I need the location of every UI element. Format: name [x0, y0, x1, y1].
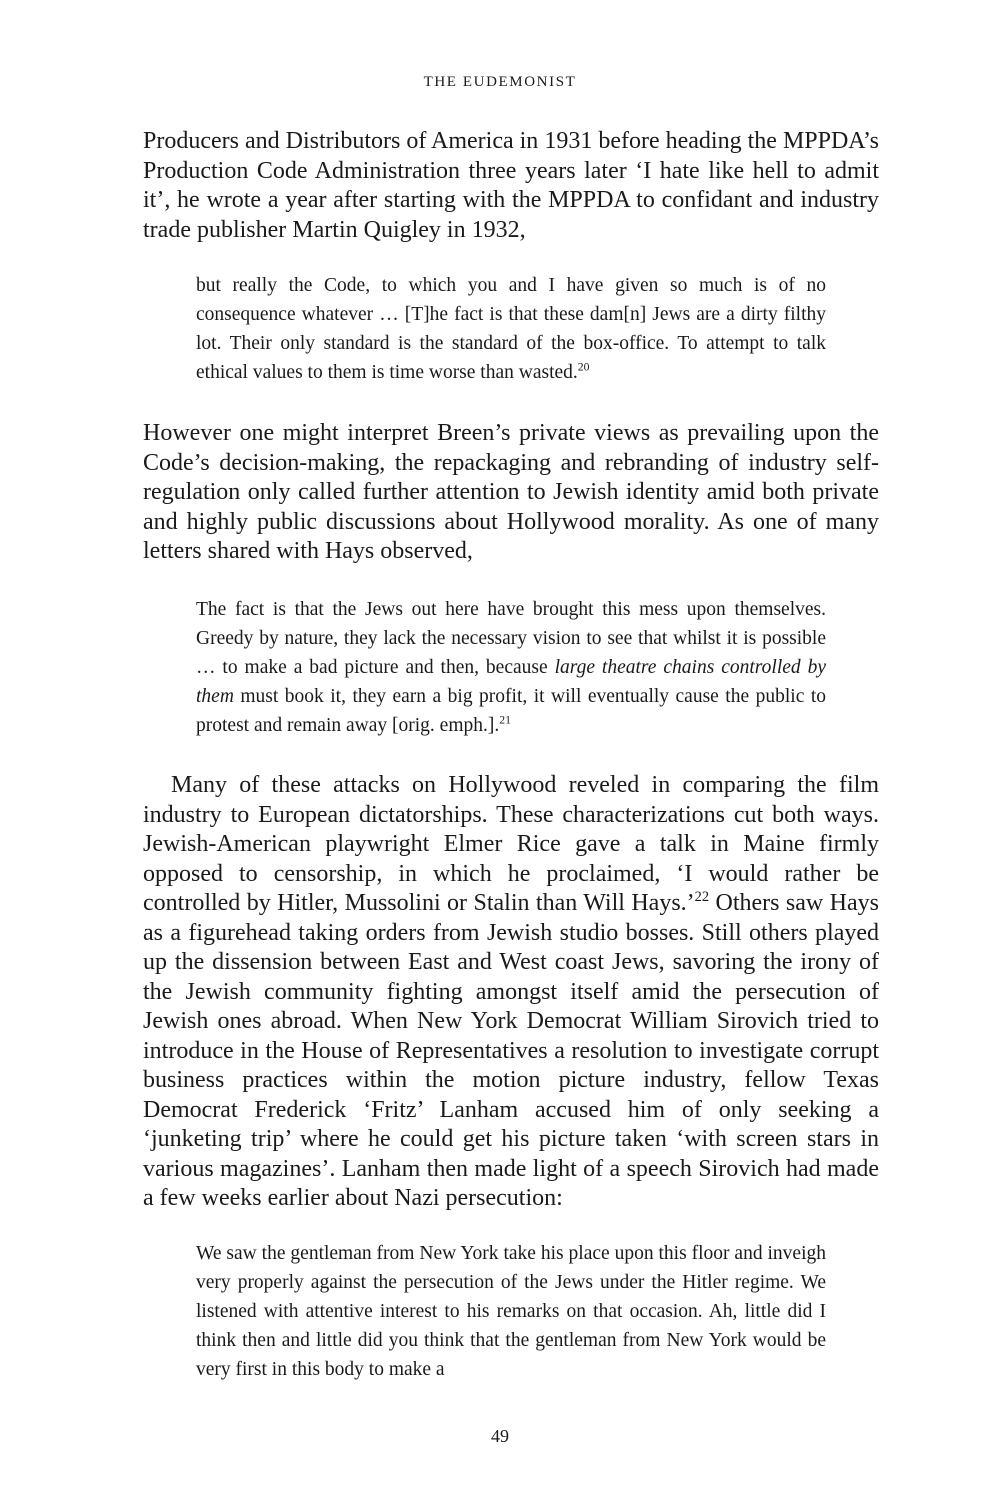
paragraph-attacks-on-hollywood — [143, 771, 879, 1214]
block-quote-hays-letter — [196, 595, 826, 740]
block-quote-breen — [196, 271, 826, 387]
paragraph-text: Many of these attacks on Hollywood reveled in comparing the film industry to European dictatorships. These characterizations cut both ways. Jewish-American playwright Elmer Rice gave a talk in Maine firmly opposed to censorship, in which he proclaimed, ‘I would rather be controlled by Hitler, Mussolini or Stalin than Will Hays.’ — [143, 772, 879, 916]
paragraph-text-continued: Others saw Hays as a figurehead taking orders from Jewish studio bosses. Still others played up the dissension between East and West coast Jews, savoring the irony of the Jewish community fighting amongst itself amid the persecution of Jewish ones abroad. When New York Democrat William Sirovich tried to introduce in the House of Representatives a resolution to investigate corrupt business practices within the motion picture industry, fellow Texas Democrat Frederick ‘Fritz’ Lanham accused him of only seeking a ‘junketing trip’ where he could get his picture taken ‘with screen stars in various magazines’. Lanham then made light of a speech Sirovich had made a few weeks earlier about Nazi persecution: — [143, 890, 879, 1211]
quote-text: The fact is that the Jews out here have brought this mess upon themselves. Greedy by nature, they lack the necessary vision to see that whilst it is possible … to make a bad picture and then, because — [196, 599, 826, 678]
quote-emphasis: large theatre chains controlled by them — [196, 657, 826, 707]
quote-text: but really the Code, to which you and I have given so much is of no consequence whatever … [T]he fact is that these dam[n] Jews are a dirty filthy lot. Their only standard is the standard of the box-office. To attempt to talk ethical values to them is time worse than wasted. — [196, 275, 826, 383]
block-quote-lanham — [196, 1239, 826, 1384]
page-number: 49 — [491, 1426, 509, 1446]
footnote-ref-21: 21 — [499, 713, 511, 727]
paragraph-continuation — [143, 127, 879, 245]
footnote-ref-22: 22 — [694, 889, 710, 905]
paragraph-breen-views — [143, 419, 879, 567]
paragraph-text: Producers and Distributors of America in 1931 before heading the MPPDA’s Production Code Administration three years later ‘I hate like hell to admit it’, he wrote a year after starting with the MPPDA to confidant and industry trade publisher Martin Quigley in 1932, — [143, 128, 879, 243]
quote-text-continued: must book it, they earn a big profit, it will eventually cause the public to protest and remain away [orig. emph.]. — [196, 686, 826, 736]
footnote-ref-20: 20 — [577, 360, 590, 374]
running-head: THE EUDEMONIST — [423, 74, 577, 90]
paragraph-text: However one might interpret Breen’s private views as prevailing upon the Code’s decision-making, the repackaging and rebranding of industry self-regulation only called further attention to Jewish identity amid both private and highly public discussions about Hollywood morality. As one of many letters shared with Hays observed, — [143, 420, 879, 564]
quote-text: We saw the gentleman from New York take his place upon this floor and inveigh very properly against the persecution of the Jews under the Hitler regime. We listened with attentive interest to his remarks on that occasion. Ah, little did I think then and little did you think that the gentleman from New York would be very first in this body to make a — [196, 1243, 826, 1380]
